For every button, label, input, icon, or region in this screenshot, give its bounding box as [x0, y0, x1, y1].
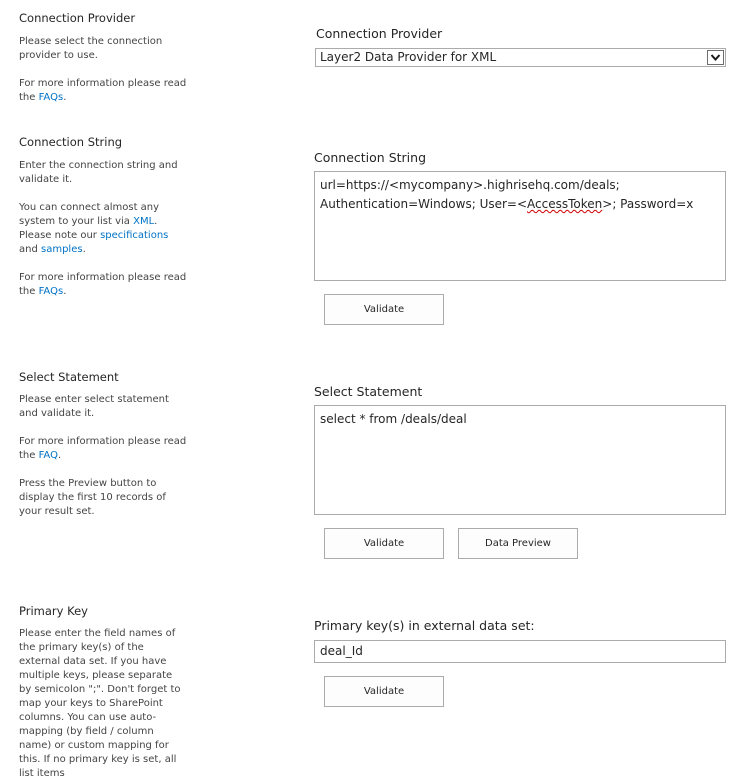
- misspelled-word: AccessToken: [527, 197, 603, 211]
- validate-primary-key-button[interactable]: Validate: [324, 676, 444, 707]
- select-statement-section-title: Select Statement: [19, 370, 119, 384]
- desc-text: For more information please read the: [19, 78, 187, 103]
- line-text: >; Password=x: [602, 197, 694, 211]
- faqs-link[interactable]: FAQs: [38, 92, 64, 103]
- select-statement-textarea[interactable]: [314, 405, 726, 515]
- connection-string-desc-2: [19, 201, 187, 257]
- desc-text: . Please note our: [19, 216, 158, 241]
- desc-text: For more information please read the: [19, 436, 187, 461]
- faqs-link[interactable]: FAQs: [38, 286, 64, 297]
- connection-provider-select[interactable]: [315, 48, 726, 67]
- connection-provider-label: Connection Provider: [316, 26, 443, 41]
- primary-key-label: Primary key(s) in external data set:: [314, 618, 535, 633]
- connection-provider-description: [19, 35, 187, 119]
- faq-link[interactable]: FAQ: [38, 450, 58, 461]
- desc-text: .: [63, 286, 67, 297]
- connection-provider-desc-2: [19, 77, 187, 105]
- select-statement-desc-3: Press the Preview button to display the first 10 records of your result set.: [19, 478, 166, 517]
- connection-string-label: Connection String: [314, 150, 427, 165]
- select-statement-desc-2: [19, 435, 187, 463]
- connection-string-desc-1: Enter the connection string and validate it.: [19, 160, 178, 185]
- connection-string-textarea[interactable]: [314, 171, 726, 281]
- primary-key-section-title: Primary Key: [19, 604, 88, 618]
- connection-string-line-1: url=https://<mycompany>.highrisehq.com/deals;: [320, 178, 620, 192]
- specifications-link[interactable]: specifications: [100, 230, 169, 241]
- line-text: Authentication=Windows; User=<: [320, 197, 528, 211]
- primary-key-input[interactable]: deal_Id: [314, 640, 726, 663]
- xml-link[interactable]: XML: [133, 216, 155, 227]
- select-statement-description: [19, 393, 187, 533]
- primary-key-description: [19, 627, 185, 779]
- desc-text: .: [57, 450, 62, 461]
- primary-key-desc: Please enter the field names of the primary key(s) of the external data set. If you have multiple keys, please separate by semicolon ";". Don't forget to map your keys to SharePoint columns. You can use auto-mapping (by field / column name) or custom mapping for this. If no primary key is set, all list items: [19, 628, 181, 779]
- connection-provider-selected-value: Layer2 Data Provider for XML: [320, 50, 497, 64]
- desc-text: You can connect almost any system to your list via: [19, 202, 160, 227]
- desc-text: For more information please read the: [19, 272, 187, 297]
- connection-string-line-2: [320, 195, 720, 214]
- data-preview-button[interactable]: Data Preview: [458, 528, 578, 559]
- connection-string-description: [19, 159, 187, 313]
- connection-string-section-title: Connection String: [19, 135, 123, 149]
- validate-select-statement-button[interactable]: Validate: [324, 528, 444, 559]
- desc-text: .: [63, 92, 67, 103]
- connection-provider-section-title: Connection Provider: [19, 11, 136, 25]
- validate-connection-string-button[interactable]: Validate: [324, 294, 444, 325]
- desc-text: .: [82, 244, 86, 255]
- select-statement-label: Select Statement: [314, 384, 423, 399]
- select-statement-desc-1: Please enter select statement and validate it.: [19, 394, 169, 419]
- connection-provider-desc-1: Please select the connection provider to use.: [19, 36, 163, 61]
- chevron-down-icon[interactable]: [707, 50, 724, 65]
- samples-link[interactable]: samples: [41, 244, 83, 255]
- connection-string-desc-3: [19, 271, 187, 299]
- desc-text: and: [19, 244, 41, 255]
- select-statement-value: select * from /deals/deal: [320, 412, 467, 426]
